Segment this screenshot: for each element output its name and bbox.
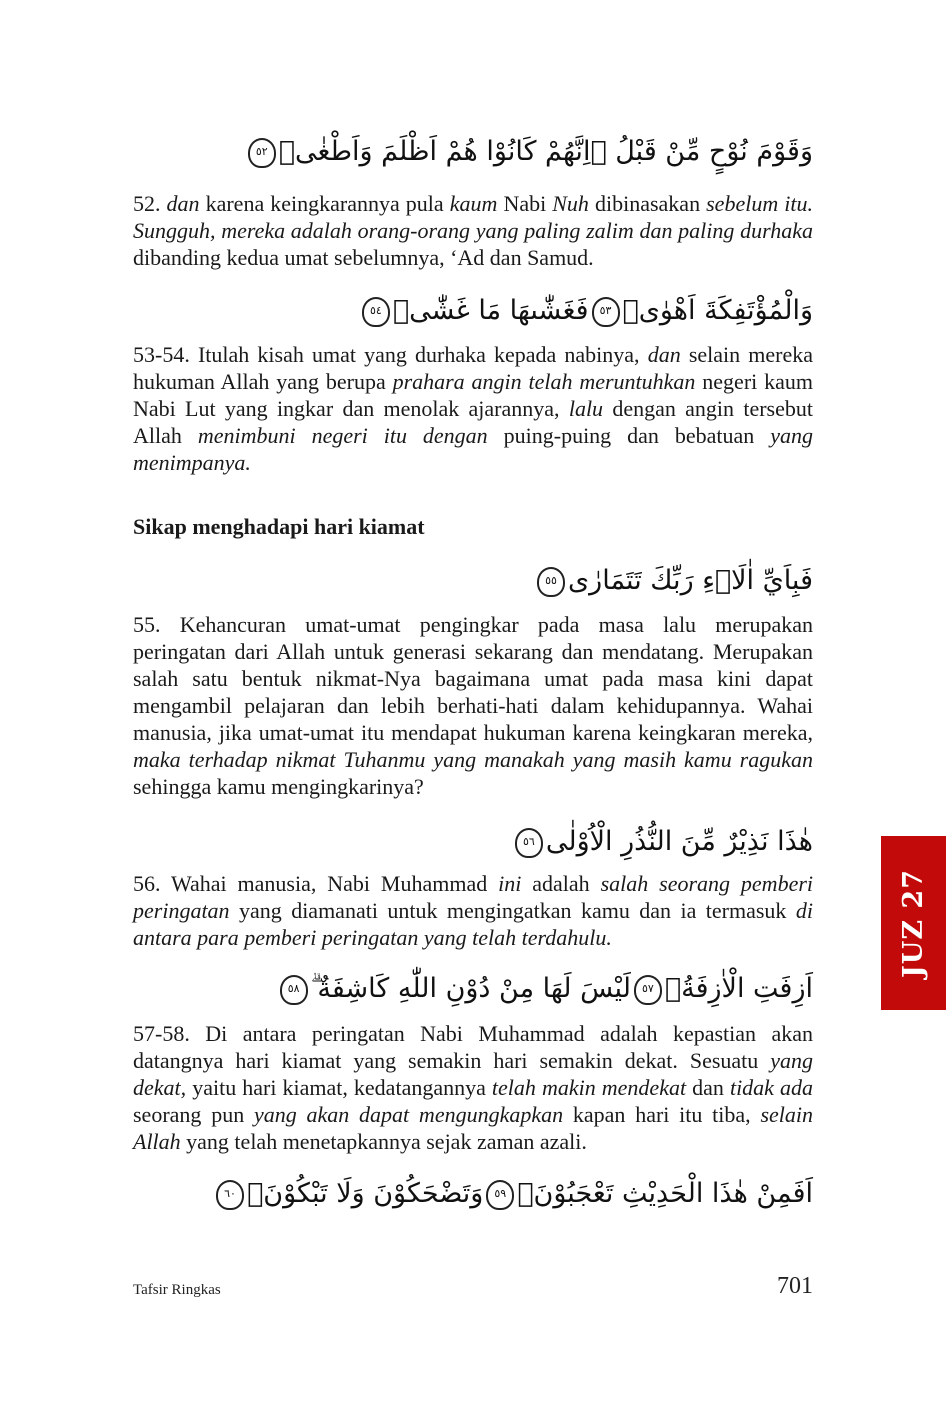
arabic-text: لَيْسَ لَهَا مِنْ دُوْنِ اللّٰهِ كَاشِفَةٌ ۗ xyxy=(310,973,631,1004)
arabic-verse-52 xyxy=(245,136,813,168)
verse-number-icon: ٥٢ xyxy=(248,138,276,168)
verse-number-icon: ٥٦ xyxy=(515,828,543,858)
juz-label: JUZ 27 xyxy=(898,868,930,978)
page-number: 701 xyxy=(777,1273,813,1299)
translation-emphasis: Nuh xyxy=(552,191,589,216)
translation-emphasis: di antara para pemberi peringatan yang telah terdahulu. xyxy=(133,898,813,950)
juz-tab xyxy=(881,836,946,1010)
translation-emphasis: tidak ada xyxy=(729,1075,813,1100)
translation-emphasis: lalu xyxy=(568,396,604,421)
commentary-text: Nabi xyxy=(497,191,553,216)
commentary-55 xyxy=(133,611,813,800)
translation-emphasis: prahara angin telah meruntuhkan xyxy=(392,369,696,394)
verse-number-icon: ٥٥ xyxy=(537,567,565,597)
commentary-text: dengan angin tersebut Allah xyxy=(133,396,813,448)
commentary-text: dibinasakan xyxy=(588,191,707,216)
commentary-text: 56. Wahai manusia, Nabi Muhammad xyxy=(133,871,499,896)
commentary-text: dan xyxy=(686,1075,730,1100)
arabic-text: فَبِاَيِّ اٰلَاۤءِ رَبِّكَ تَتَمَارٰى xyxy=(568,565,813,596)
translation-emphasis: sebelum itu. Sungguh, mereka adalah orang-orang yang paling zalim dan paling durhaka xyxy=(133,191,813,243)
arabic-text: فَغَشّٰىهَا مَا غَشّٰىۚ xyxy=(392,295,589,326)
verse-number-icon: ٥٨ xyxy=(280,975,308,1005)
arabic-verse-55 xyxy=(534,565,813,597)
commentary-text: selain mereka hukuman Allah yang berupa xyxy=(133,342,813,394)
book-title: Tafsir Ringkas xyxy=(133,1282,221,1298)
commentary-text: kapan hari itu tiba, xyxy=(563,1102,761,1127)
commentary-text: seorang pun xyxy=(133,1102,254,1127)
arabic-verse-56 xyxy=(512,826,813,858)
arabic-text: هٰذَا نَذِيْرٌ مِّنَ النُّذُرِ الْاُوْلٰى xyxy=(545,826,813,857)
translation-emphasis: yang dekat, xyxy=(133,1048,813,1100)
commentary-text: karena keingkarannya pula xyxy=(199,191,450,216)
commentary-text: adalah xyxy=(521,871,601,896)
translation-emphasis: dan xyxy=(647,342,681,367)
arabic-verse-59-60 xyxy=(213,1178,813,1210)
commentary-text: puing-puing dan bebatuan xyxy=(487,423,771,448)
commentary-57-58 xyxy=(133,1020,813,1155)
arabic-verse-57-58 xyxy=(277,973,813,1005)
translation-emphasis: menimbuni negeri itu dengan xyxy=(197,423,488,448)
arabic-text: وَتَضْحَكُوْنَ وَلَا تَبْكُوْنَۙ xyxy=(247,1178,484,1209)
translation-emphasis: kaum xyxy=(449,191,498,216)
arabic-text: اَزِفَتِ الْاٰزِفَةُۚ xyxy=(664,973,813,1004)
commentary-52 xyxy=(133,190,813,271)
commentary-text: sehingga kamu mengingkarinya? xyxy=(133,774,424,799)
commentary-56 xyxy=(133,870,813,951)
commentary-text: negeri kaum Nabi Lut yang ingkar dan menolak ajarannya, xyxy=(133,369,813,421)
arabic-text: وَقَوْمَ نُوْحٍ مِّنْ قَبْلُ ۗاِنَّهُمْ كَانُوْا هُمْ اَظْلَمَ وَاَطْغٰىۗ xyxy=(278,136,813,167)
arabic-verse-53-54 xyxy=(359,295,813,327)
commentary-text: 52. xyxy=(133,191,167,216)
translation-emphasis: selain Allah xyxy=(133,1102,814,1154)
commentary-text: 53-54. Itulah kisah umat yang durhaka kepada nabinya, xyxy=(133,342,648,367)
commentary-53-54 xyxy=(133,341,813,476)
translation-emphasis: telah makin mendekat xyxy=(491,1075,687,1100)
verse-number-icon: ٥٣ xyxy=(592,297,620,327)
translation-emphasis: yang menimpanya. xyxy=(133,423,813,475)
translation-emphasis: maka terhadap nikmat Tuhanmu yang manakah yang masih kamu ragukan xyxy=(133,747,813,772)
verse-number-icon: ٥٤ xyxy=(362,297,390,327)
commentary-text: yaitu hari kiamat, kedatangannya xyxy=(186,1075,492,1100)
commentary-text: 55. Kehancuran umat-umat pengingkar pada masa lalu merupakan peringatan dari Allah untuk generasi sekarang dan mendatang. Merupakan salah satu bentuk nikmat-Nya bagaimana umat pada masa kini dapat mengambil pelajaran dan lebih berhati-hati dalam kehidupannya. Wahai manusia, jika umat-umat itu mendapat hukuman karena keingkaran mereka, xyxy=(133,612,813,745)
section-heading: Sikap menghadapi hari kiamat xyxy=(133,514,425,539)
translation-emphasis: salah seorang pemberi peringatan xyxy=(133,871,814,923)
translation-emphasis: yang akan dapat mengungkapkan xyxy=(253,1102,564,1127)
translation-emphasis: dan xyxy=(166,191,200,216)
arabic-text: وَالْمُؤْتَفِكَةَ اَهْوٰىۙ xyxy=(622,295,813,326)
verse-number-icon: ٥٩ xyxy=(486,1180,514,1210)
translation-emphasis: ini xyxy=(498,871,522,896)
verse-number-icon: ٥٧ xyxy=(634,975,662,1005)
commentary-text: dibanding kedua umat sebelumnya, ‘Ad dan Samud. xyxy=(133,245,594,270)
commentary-text: yang diamanati untuk mengingatkan kamu dan ia termasuk xyxy=(229,898,796,923)
commentary-text: yang telah menetapkannya sejak zaman azali. xyxy=(180,1129,587,1154)
verse-number-icon: ٦٠ xyxy=(216,1180,244,1210)
commentary-text: 57-58. Di antara peringatan Nabi Muhammad adalah kepastian akan datangnya hari kiamat yang semakin hari semakin dekat. Sesuatu xyxy=(133,1021,813,1073)
arabic-text: اَفَمِنْ هٰذَا الْحَدِيْثِ تَعْجَبُوْنَۙ xyxy=(517,1178,813,1209)
